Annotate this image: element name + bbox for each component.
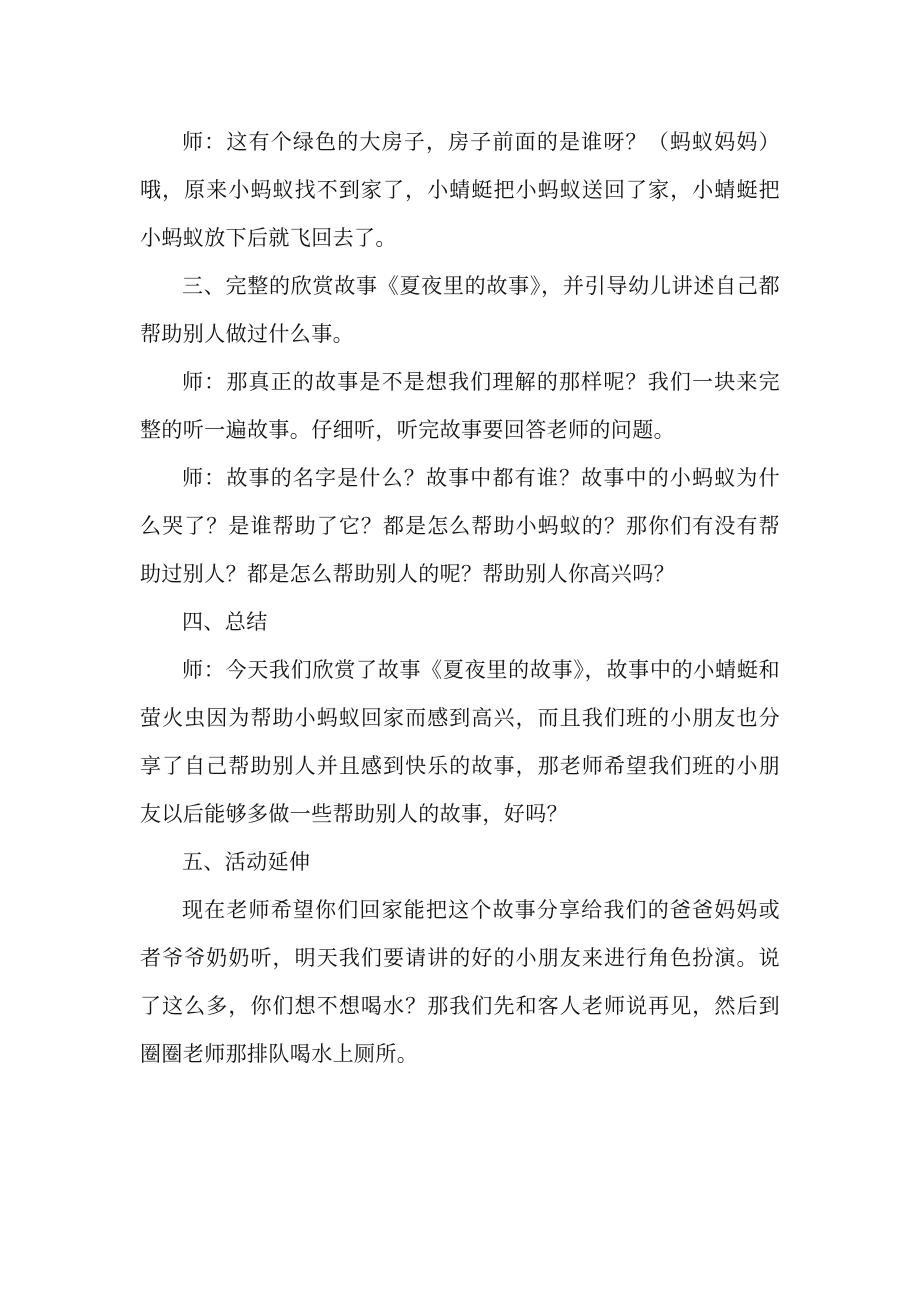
paragraph-teacher-summary: 师：今天我们欣赏了故事《夏夜里的故事》，故事中的小蜻蜓和萤火虫因为帮助小蚂蚁回家而感到高兴，而且我们班的小朋友也分享了自己帮助别人并且感到快乐的故事，那老师希望我们班的小朋友以后能够多做一些帮助别人的故事，好吗？: [140, 658, 780, 826]
heading-section-three: 三、完整的欣赏故事《夏夜里的故事》，并引导幼儿讲述自己都帮助别人做过什么事。: [140, 274, 780, 346]
heading-section-five: 五、活动延伸: [182, 850, 311, 874]
paragraph-teacher-questions: 师：故事的名字是什么？故事中都有谁？故事中的小蚂蚁为什么哭了？是谁帮助了它？都是怎么帮助小蚂蚁的？那你们有没有帮助过别人？都是怎么帮助别人的呢？帮助别人你高兴吗？: [140, 466, 780, 586]
paragraph-activity-extension: 现在老师希望你们回家能把这个故事分享给我们的爸爸妈妈或者爷爷奶奶听，明天我们要请讲的好的小朋友来进行角色扮演。说了这么多，你们想不想喝水？那我们先和客人老师说再见，然后到圈圈老师那排队喝水上厕所。: [140, 898, 780, 1066]
paragraph-teacher-listen-story: 师：那真正的故事是不是想我们理解的那样呢？我们一块来完整的听一遍故事。仔细听，听完故事要回答老师的问题。: [140, 370, 780, 442]
document-body: [140, 118, 780, 1078]
heading-section-four: 四、总结: [182, 610, 268, 634]
paragraph-teacher-green-house: 师：这有个绿色的大房子，房子前面的是谁呀？（蚂蚁妈妈）哦，原来小蚂蚁找不到家了，小蜻蜓把小蚂蚁送回了家，小蜻蜓把小蚂蚁放下后就飞回去了。: [140, 130, 780, 250]
